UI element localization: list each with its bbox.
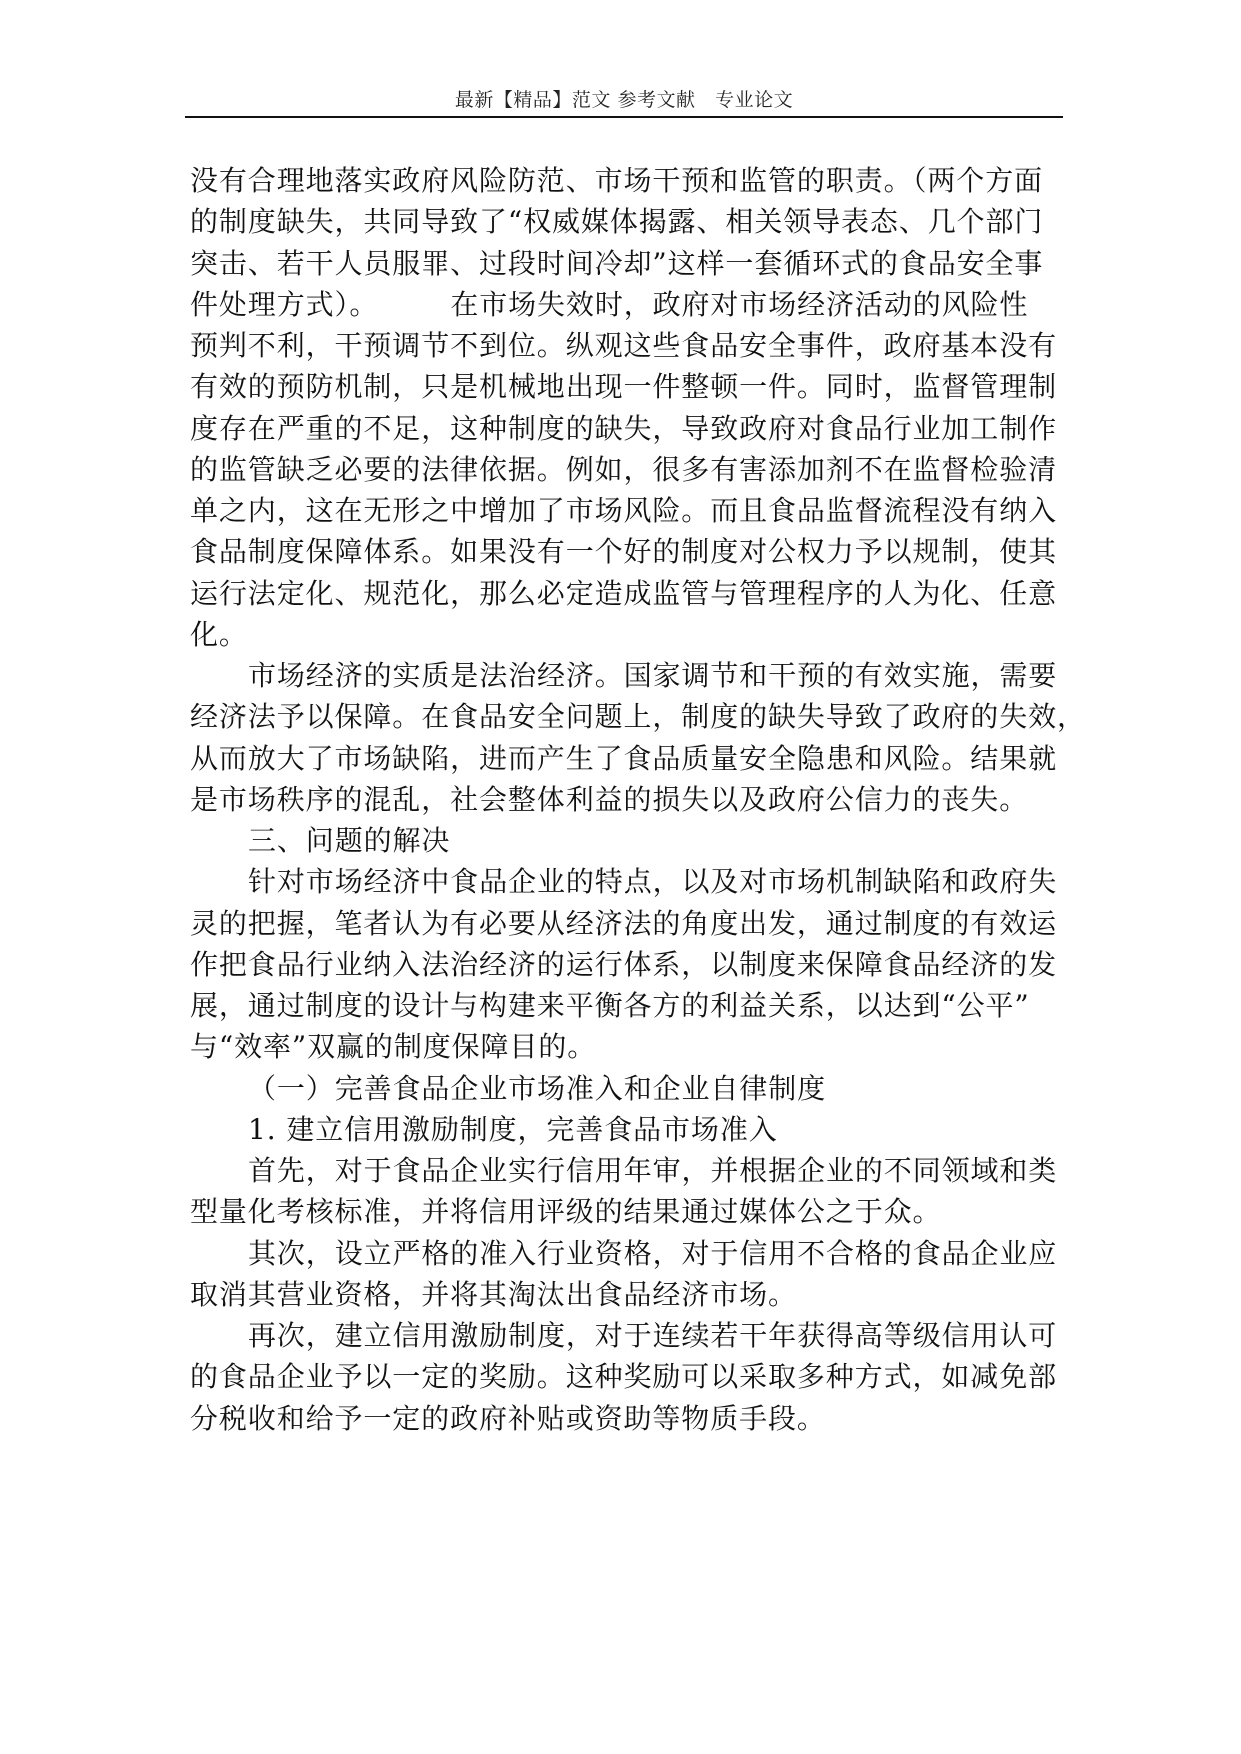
- text-line: 预判不利，干预调节不到位。纵观这些食品安全事件，政府基本没有: [190, 329, 1058, 362]
- text-line: 经济法予以保障。在食品安全问题上，制度的缺失导致了政府的失效，: [190, 700, 1086, 734]
- text-line-start: 件处理方式）。: [190, 287, 379, 321]
- text-line: 灵的把握，笔者认为有必要从经济法的角度出发，通过制度的有效运: [190, 906, 1058, 940]
- paragraph-first-line: 首先，对于食品企业实行信用年审，并根据企业的不同领域和类: [248, 1154, 1058, 1187]
- subsection-heading: （一）完善食品企业市场准入和企业自律制度: [248, 1071, 827, 1105]
- text-line: 与“效率”双赢的制度保障目的。: [190, 1030, 597, 1064]
- page-header: 最新【精品】范文 参考文献 专业论文: [454, 89, 794, 111]
- paragraph-first-line: 市场经济的实质是法治经济。国家调节和干预的有效实施，需要: [248, 659, 1058, 692]
- text-line: 的监管缺乏必要的法律依据。例如，很多有害添加剂不在监督检验清: [190, 452, 1058, 486]
- text-line: 突击、若干人员服罪、过段时间冷却”这样一套循环式的食品安全事: [190, 246, 1044, 280]
- text-line: 取消其营业资格，并将其淘汰出食品经济市场。: [190, 1277, 797, 1311]
- paragraph-first-line: 再次，建立信用激励制度，对于连续若干年获得高等级信用认可: [248, 1319, 1058, 1352]
- text-line: 型量化考核标准，并将信用评级的结果通过媒体公之于众。: [190, 1195, 942, 1229]
- header-divider: [185, 116, 1063, 118]
- text-line: 单之内，这在无形之中增加了市场风险。而且食品监督流程没有纳入: [190, 494, 1058, 527]
- paragraph-first-line: 其次，设立严格的准入行业资格，对于信用不合格的食品企业应: [248, 1236, 1058, 1270]
- text-line: 运行法定化、规范化，那么必定造成监管与管理程序的人为化、任意: [190, 576, 1058, 610]
- paragraph-first-line: 针对市场经济中食品企业的特点，以及对市场机制缺陷和政府失: [248, 865, 1058, 899]
- text-line: 化。: [190, 617, 248, 651]
- text-line: 有效的预防机制，只是机械地出现一件整顿一件。同时，监督管理制: [190, 370, 1058, 404]
- text-line: 没有合理地落实政府风险防范、市场干预和监管的职责。（两个方面: [190, 164, 1044, 197]
- text-line: 的食品企业予以一定的奖励。这种奖励可以采取多种方式，如减免部: [190, 1360, 1058, 1394]
- section-heading: 三、问题的解决: [248, 824, 451, 857]
- numbered-heading: 1. 建立信用激励制度，完善食品市场准入: [248, 1112, 778, 1146]
- text-line: 是市场秩序的混乱，社会整体利益的损失以及政府公信力的丧失。: [190, 782, 1029, 816]
- text-line: 度存在严重的不足，这种制度的缺失，导致政府对食品行业加工制作: [190, 411, 1058, 445]
- text-line: 食品制度保障体系。如果没有一个好的制度对公权力予以规制，使其: [190, 535, 1058, 569]
- text-line-continuation: 在市场失效时，政府对市场经济活动的风险性: [450, 287, 1029, 321]
- text-line: 的制度缺失，共同导致了“权威媒体揭露、相关领导表态、几个部门: [190, 205, 1044, 239]
- document-body: [190, 160, 1086, 1439]
- text-line: 展，通过制度的设计与构建来平衡各方的利益关系，以达到“公平”: [190, 989, 1030, 1022]
- text-line: 从而放大了市场缺陷，进而产生了食品质量安全隐患和风险。结果就: [190, 741, 1058, 775]
- text-line: 作把食品行业纳入法治经济的运行体系，以制度来保障食品经济的发: [190, 947, 1058, 981]
- text-line: 分税收和给予一定的政府补贴或资助等物质手段。: [190, 1401, 826, 1435]
- text-line: [190, 284, 1056, 325]
